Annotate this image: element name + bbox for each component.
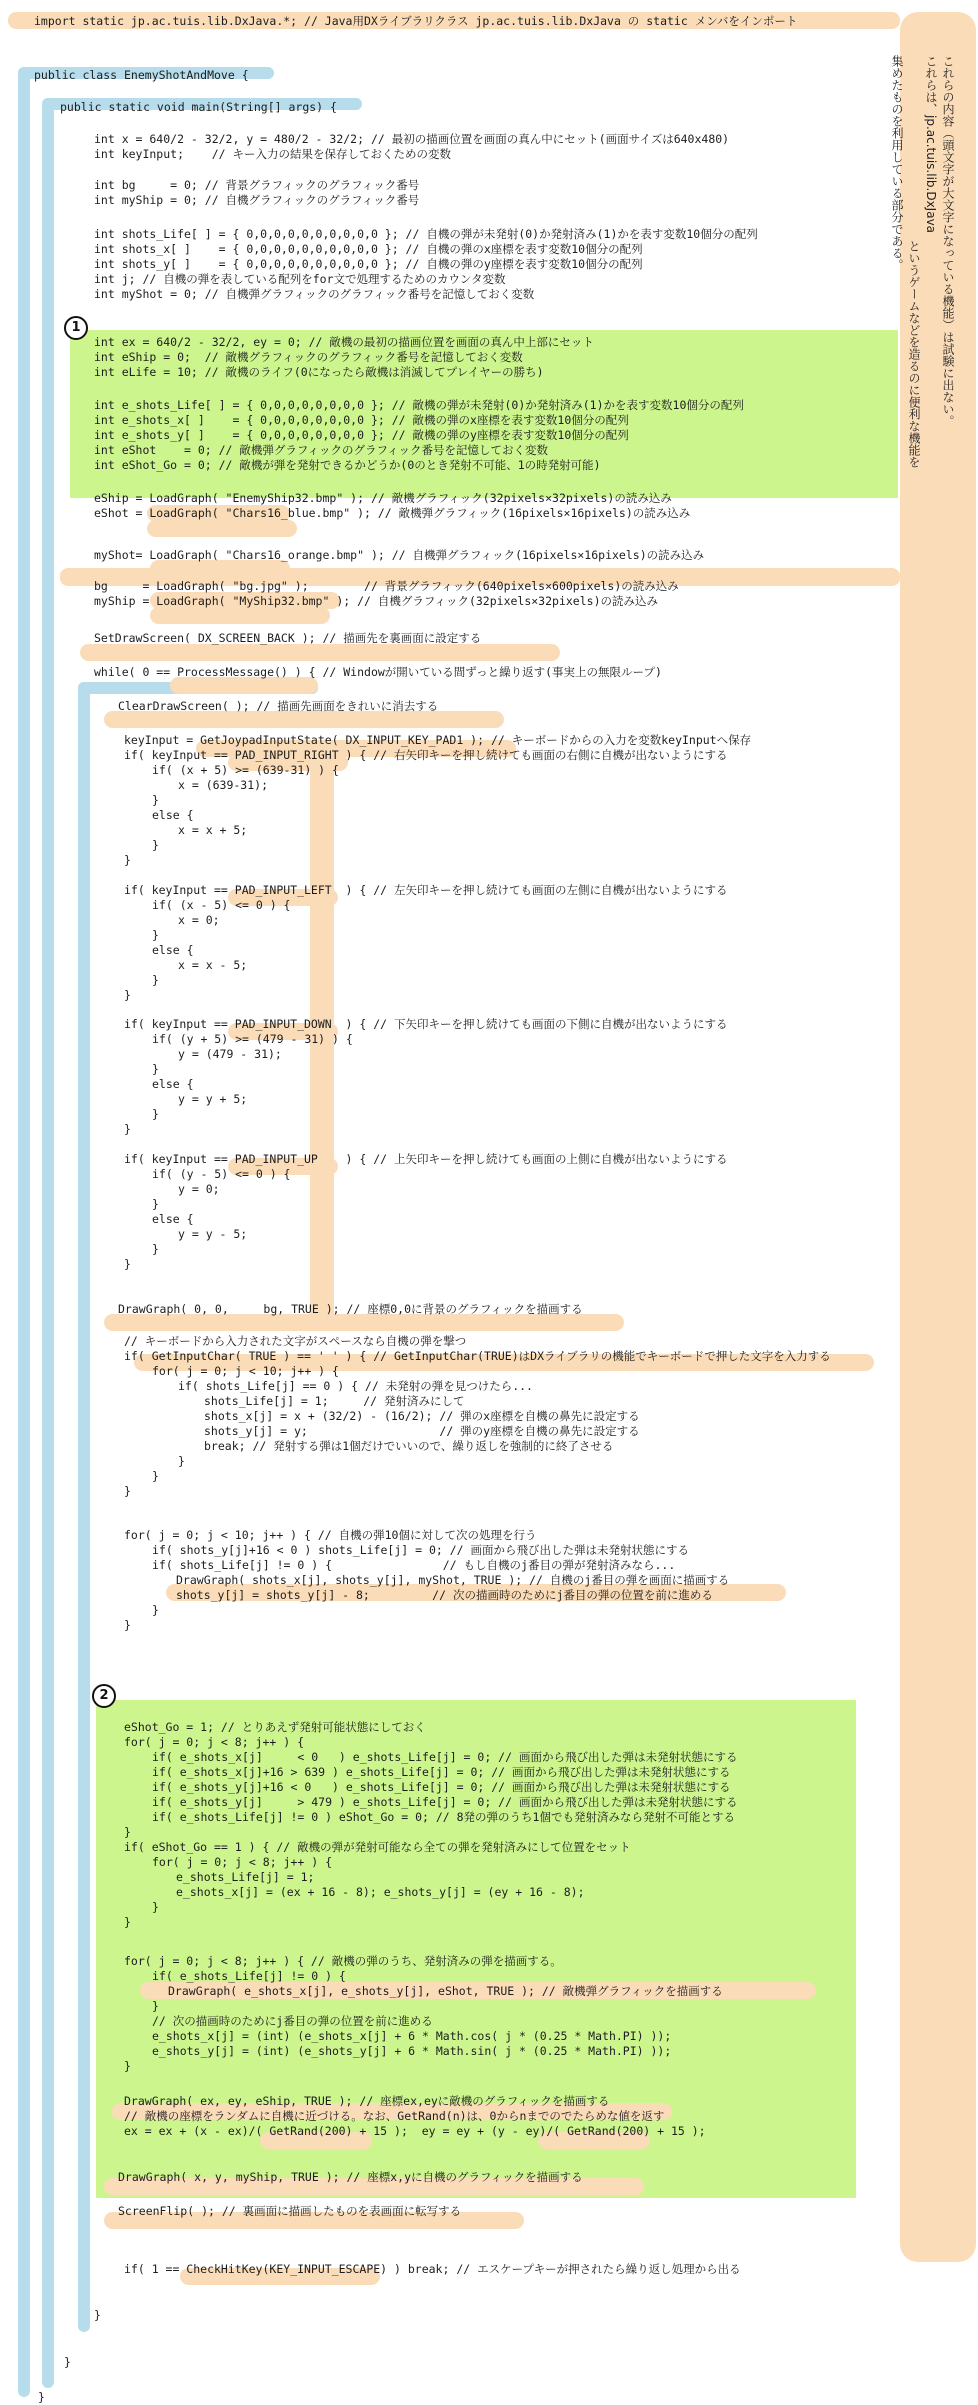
code-line: import static jp.ac.tuis.lib.DxJava.*; // Java用DXライブラリクラス jp.ac.tuis.lib.DxJava の static メンバをインポート (34, 14, 798, 28)
code-line: // 次の描画時のためにj番目の弾の位置を前に進める (152, 2014, 433, 2028)
code-line: if( e_shots_Life[j] != 0 ) eShot_Go = 0; // 8発の弾のうち1個でも発射済みなら発射不可能とする (152, 1810, 735, 1824)
code-line: x = x - 5; (178, 958, 248, 972)
code-line: ClearDrawScreen( ); // 描画先画面をきれいに消去する (118, 699, 439, 713)
code-line: shots_y[j] = y; // 弾のy座標を自機の鼻先に設定する (204, 1424, 640, 1438)
code-line: int myShot = 0; // 自機弾グラフィックのグラフィック番号を記憶しておく変数 (94, 287, 535, 301)
code-line: int eLife = 10; // 敵機のライフ(0になったら敵機は消滅してプレイヤーの勝ち) (94, 365, 544, 379)
code-line: public static void main(String[] args) { (60, 100, 337, 114)
code-line: if( e_shots_y[j] > 479 ) e_shots_Life[j] = 0; // 画面から飛び出した弾は未発射状態にする (152, 1795, 738, 1809)
code-line: public class EnemyShotAndMove { (34, 68, 249, 82)
code-line: else { (152, 1212, 194, 1226)
code-line: if( (x - 5) <= 0 ) { (152, 898, 291, 912)
code-line: } (38, 2390, 45, 2404)
code-line: if( e_shots_x[j]+16 > 639 ) e_shots_Life[j] = 0; // 画面から飛び出した弾は未発射状態にする (152, 1765, 731, 1779)
code-line: } (124, 1484, 131, 1498)
code-line: if( e_shots_y[j]+16 < 0 ) e_shots_Life[j] = 0; // 画面から飛び出した弾は未発射状態にする (152, 1780, 731, 1794)
code-line: } (152, 1469, 159, 1483)
code-line: DrawGraph( ex, ey, eShip, TRUE ); // 座標ex,eyに敵機のグラフィックを描画する (124, 2094, 610, 2108)
code-line: shots_Life[j] = 1; // 発射済みにして (204, 1394, 465, 1408)
code-line: if( GetInputChar( TRUE ) == ' ' ) { // GetInputChar(TRUE)はDXライブラリの機能でキーボードで押した文字を入力する (124, 1349, 831, 1363)
code-line: e_shots_Life[j] = 1; (176, 1870, 315, 1884)
code-line: if( (x + 5) >= (639-31) ) { (152, 763, 339, 777)
code-line: for( j = 0; j < 8; j++ ) { (152, 1855, 333, 1869)
code-line: y = y + 5; (178, 1092, 248, 1106)
code-line: shots_x[j] = x + (32/2) - (16/2); // 弾のx座標を自機の鼻先に設定する (204, 1409, 640, 1423)
code-line: else { (152, 943, 194, 957)
code-line: int ex = 640/2 - 32/2, ey = 0; // 敵機の最初の描画位置を画面の真ん中上部にセット (94, 335, 594, 349)
code-line: } (124, 1915, 131, 1929)
code-line: DrawGraph( e_shots_x[j], e_shots_y[j], eShot, TRUE ); // 敵機弾グラフィックを描画する (168, 1984, 723, 1998)
code-line: eShot_Go = 1; // とりあえず発射可能状態にしておく (124, 1720, 426, 1734)
code-line: for( j = 0; j < 8; j++ ) { (124, 1735, 305, 1749)
code-line: y = 0; (178, 1182, 220, 1196)
code-line: if( shots_y[j]+16 < 0 ) shots_Life[j] = 0; // 画面から飛び出した弾は未発射状態にする (152, 1543, 689, 1557)
side-note-col3: というゲームなどを造るのに便利な機能を (907, 240, 921, 468)
code-line: SetDrawScreen( DX_SCREEN_BACK ); // 描画先を裏画面に設定する (94, 631, 482, 645)
code-line: } (124, 853, 131, 867)
code-line: } (152, 1242, 159, 1256)
code-line: for( j = 0; j < 10; j++ ) { (152, 1364, 339, 1378)
code-line: int e_shots_y[ ] = { 0,0,0,0,0,0,0,0 }; // 敵機の弾のy座標を表す変数10個分の配列 (94, 428, 629, 442)
code-line: if( shots_Life[j] != 0 ) { // もし自機のj番目の弾が発射済みなら... (152, 1558, 676, 1572)
code-line: } (152, 793, 159, 807)
side-note-col4: 集めたものを利用している部分である。 (890, 55, 904, 271)
code-line: break; // 発射する弾は1個だけでいいので、繰り返しを強制的に終了させる (204, 1439, 614, 1453)
code-line: e_shots_y[j] = (int) (e_shots_y[j] + 6 * Math.sin( j * (0.25 * Math.PI) )); (152, 2044, 672, 2058)
code-line: if( keyInput == PAD_INPUT_RIGHT ) { // 右矢印キーを押し続けても画面の右側に自機が出ないようにする (124, 748, 728, 762)
code-line: if( (y - 5) <= 0 ) { (152, 1167, 291, 1181)
code-line: ex = ex + (x - ex)/( GetRand(200) + 15 ); ey = ey + (y - ey)/( GetRand(200) + 15 ); (124, 2124, 706, 2138)
code-line: } (64, 2355, 71, 2369)
code-line: y = y - 5; (178, 1227, 248, 1241)
code-line: else { (152, 1077, 194, 1091)
code-line: int eShot = 0; // 敵機弾グラフィックのグラフィック番号を記憶しておく変数 (94, 443, 549, 457)
section-marker-1: 1 (64, 316, 88, 340)
code-line: } (152, 838, 159, 852)
code-line: for( j = 0; j < 10; j++ ) { // 自機の弾10個に対して次の処理を行う (124, 1528, 537, 1542)
code-line: myShip = LoadGraph( "MyShip32.bmp" ); // 自機グラフィック(32pixels×32pixels)の読み込み (94, 594, 658, 608)
code-line: } (94, 2308, 101, 2322)
code-line: int e_shots_Life[ ] = { 0,0,0,0,0,0,0,0 }; // 敵機の弾が未発射(0)か発射済み(1)かを表す変数10個分の配列 (94, 398, 744, 412)
code-line: } (152, 1062, 159, 1076)
code-line: } (124, 1618, 131, 1632)
code-line: ScreenFlip( ); // 裏画面に描画したものを表画面に転写する (118, 2204, 462, 2218)
code-line: if( (y + 5) >= (479 - 31) ) { (152, 1032, 353, 1046)
code-line: x = 0; (178, 913, 220, 927)
code-line: DrawGraph( shots_x[j], shots_y[j], myShot, TRUE ); // 自機のj番目の弾を画面に描画する (176, 1573, 730, 1587)
code-line: if( 1 == CheckHitKey(KEY_INPUT_ESCAPE) ) break; // エスケープキーが押されたら繰り返し処理から出る (124, 2262, 741, 2276)
code-line: int j; // 自機の弾を表している配列をfor文で処理するためのカウンタ変数 (94, 272, 506, 286)
code-line: int eShot_Go = 0; // 敵機が弾を発射できるかどうか(0のとき発射不可能、1の時発射可能) (94, 458, 601, 472)
code-line: int shots_x[ ] = { 0,0,0,0,0,0,0,0,0,0 }; // 自機の弾のx座標を表す変数10個分の配列 (94, 242, 643, 256)
code-line: e_shots_x[j] = (ex + 16 - 8); e_shots_y[j] = (ey + 16 - 8); (176, 1885, 585, 1899)
code-line: int bg = 0; // 背景グラフィックのグラフィック番号 (94, 178, 420, 192)
code-line: myShot= LoadGraph( "Chars16_orange.bmp" ); // 自機弾グラフィック(16pixels×16pixels)の読み込み (94, 548, 705, 562)
code-line: DrawGraph( 0, 0, bg, TRUE ); // 座標0,0に背景のグラフィックを描画する (118, 1302, 583, 1316)
side-note-col1: これらの内容（頭文字が大文字になっている機能）は試験に出ない。 (941, 55, 955, 427)
code-line: eShot = LoadGraph( "Chars16_blue.bmp" ); // 敵機弾グラフィック(16pixels×16pixels)の読み込み (94, 506, 691, 520)
code-line: } (178, 1454, 185, 1468)
code-line: if( keyInput == PAD_INPUT_UP ) { // 上矢印キーを押し続けても画面の上側に自機が出ないようにする (124, 1152, 728, 1166)
code-line: int shots_y[ ] = { 0,0,0,0,0,0,0,0,0,0 }; // 自機の弾のy座標を表す変数10個分の配列 (94, 257, 643, 271)
code-line: // 敵機の座標をランダムに自機に近づける。なお、GetRand(n)は、0からnまでのでたらめな値を返す (124, 2109, 665, 2123)
code-line: for( j = 0; j < 8; j++ ) { // 敵機の弾のうち、発射済みの弾を描画する。 (124, 1954, 562, 1968)
section-marker-2: 2 (92, 1684, 116, 1708)
code-line: int e_shots_x[ ] = { 0,0,0,0,0,0,0,0 }; // 敵機の弾のx座標を表す変数10個分の配列 (94, 413, 629, 427)
code-line: if( eShot_Go == 1 ) { // 敵機の弾が発射可能なら全ての弾を発射済みにして位置をセット (124, 1840, 631, 1854)
code-line: } (152, 1900, 159, 1914)
code-line: if( e_shots_x[j] < 0 ) e_shots_Life[j] = 0; // 画面から飛び出した弾は未発射状態にする (152, 1750, 738, 1764)
code-line: DrawGraph( x, y, myShip, TRUE ); // 座標x,yに自機のグラフィックを描画する (118, 2170, 583, 2184)
code-line: if( e_shots_Life[j] != 0 ) { (152, 1969, 346, 1983)
code-line: int keyInput; // キー入力の結果を保存しておくための変数 (94, 147, 451, 161)
code-line: eShip = LoadGraph( "EnemyShip32.bmp" ); // 敵機グラフィック(32pixels×32pixels)の読み込み (94, 491, 672, 505)
code-line: x = x + 5; (178, 823, 248, 837)
code-line: int myShip = 0; // 自機グラフィックのグラフィック番号 (94, 193, 420, 207)
code-line: } (152, 928, 159, 942)
code-line: } (152, 1197, 159, 1211)
code-line: e_shots_x[j] = (int) (e_shots_x[j] + 6 * Math.cos( j * (0.25 * Math.PI) )); (152, 2029, 672, 2043)
code-line: } (152, 1107, 159, 1121)
code-line: } (152, 1999, 159, 2013)
code-line: } (124, 988, 131, 1002)
code-line: if( keyInput == PAD_INPUT_DOWN ) { // 下矢印キーを押し続けても画面の下側に自機が出ないようにする (124, 1017, 728, 1031)
code-line: while( 0 == ProcessMessage() ) { // Windowが開いている間ずっと繰り返す(事実上の無限ループ) (94, 665, 662, 679)
code-line: x = (639-31); (178, 778, 269, 792)
code-line: else { (152, 808, 194, 822)
code-line: } (124, 1257, 131, 1271)
code-line: } (124, 1825, 131, 1839)
code-line: int eShip = 0; // 敵機グラフィックのグラフィック番号を記憶しておく変数 (94, 350, 523, 364)
code-line: if( shots_Life[j] == 0 ) { // 未発射の弾を見つけたら... (178, 1379, 533, 1393)
code-line: } (152, 1603, 159, 1617)
code-line: int shots_Life[ ] = { 0,0,0,0,0,0,0,0,0,0 }; // 自機の弾が未発射(0)か発射済み(1)かを表す変数10個分の配列 (94, 227, 758, 241)
code-line: shots_y[j] = shots_y[j] - 8; // 次の描画時のためにj番目の弾の位置を前に進める (176, 1588, 713, 1602)
code-line: // キーボードから入力された文字がスペースなら自機の弾を撃つ (124, 1334, 467, 1348)
side-note-col2: これらは、jp.ac.tuis.lib.DxJava (924, 55, 938, 234)
code-line: y = (479 - 31); (178, 1047, 282, 1061)
code-line: } (124, 1122, 131, 1136)
code-line: } (124, 2059, 131, 2073)
code-line: } (152, 973, 159, 987)
code-line: int x = 640/2 - 32/2, y = 480/2 - 32/2; // 最初の描画位置を画面の真ん中にセット(画面サイズは640x480) (94, 132, 730, 146)
code-line: if( keyInput == PAD_INPUT_LEFT ) { // 左矢印キーを押し続けても画面の左側に自機が出ないようにする (124, 883, 728, 897)
code-line: keyInput = GetJoypadInputState( DX_INPUT_KEY_PAD1 ); // キーボードからの入力を変数keyInputへ保存 (124, 733, 752, 747)
code-line: bg = LoadGraph( "bg.jpg" ); // 背景グラフィック(640pixels×600pixels)の読み込み (94, 579, 679, 593)
